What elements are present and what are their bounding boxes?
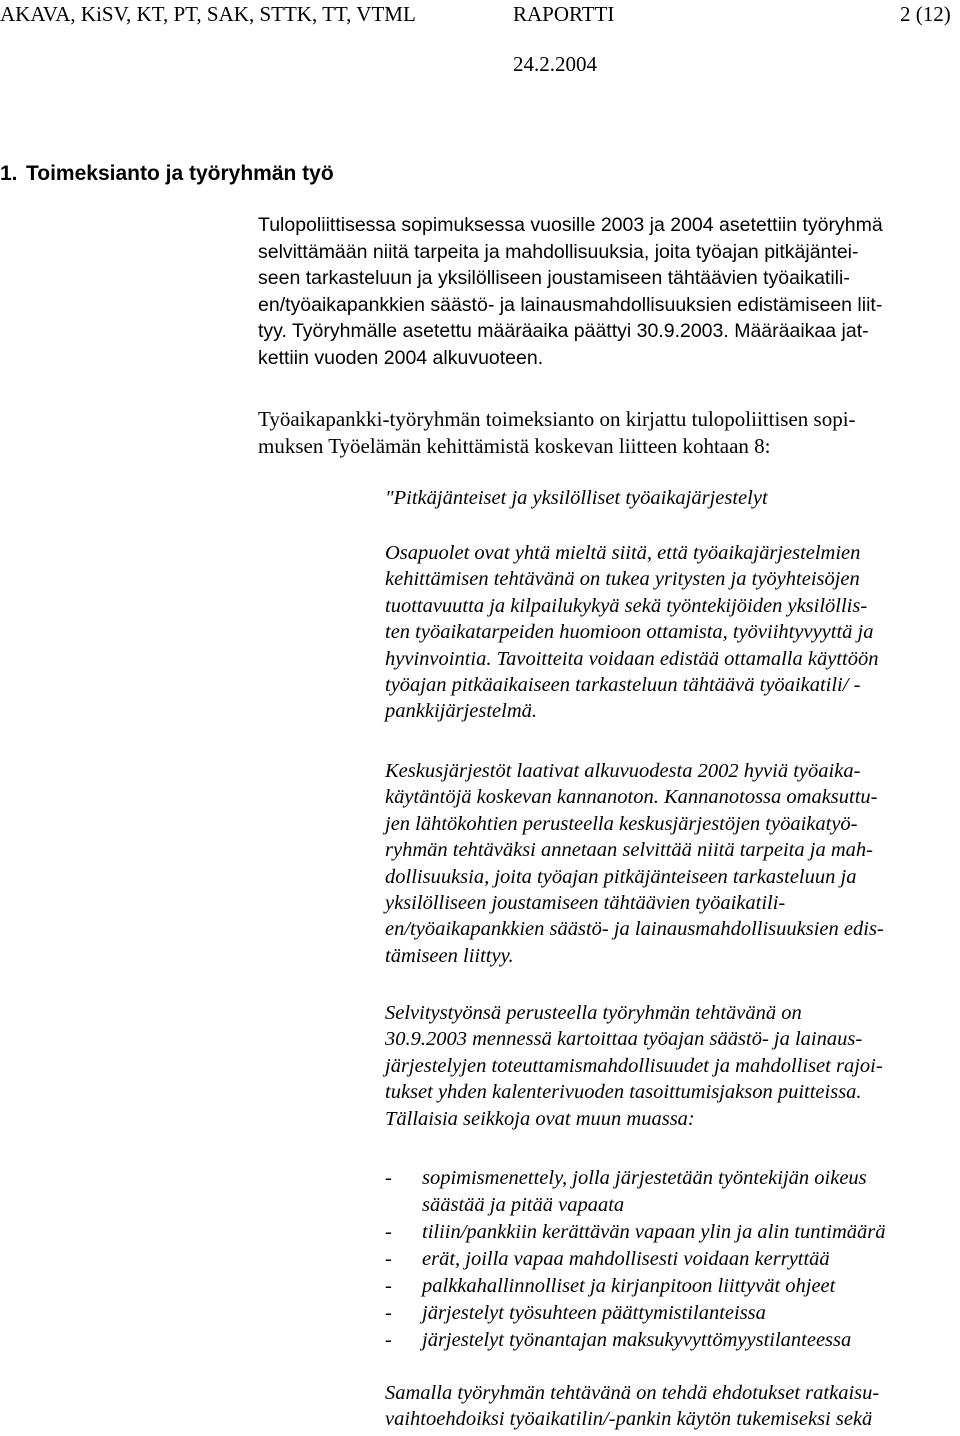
text-line: kehittämisen tehtävänä on tukea yritysten ja työyhteisöjen bbox=[385, 568, 860, 591]
list-item-text: sopimismenettely, jolla järjestetään työntekijän oikeus bbox=[422, 1167, 867, 1189]
text-line: Samalla työryhmän tehtävänä on tehdä ehdotukset ratkaisu- bbox=[385, 1382, 880, 1404]
text-line: yksilölliseen joustamiseen tähtäävien työaikatili- bbox=[385, 892, 786, 915]
section-title: Toimeksianto ja työryhmän työ bbox=[26, 162, 334, 185]
text-line: muksen Työelämän kehittämistä koskevan liitteen kohtaan 8: bbox=[258, 433, 771, 458]
text-line: ryhmän tehtäväksi annetaan selvittää niitä tarpeita ja mah- bbox=[385, 839, 873, 862]
header-date: 24.2.2004 bbox=[513, 52, 597, 76]
text-line: Työaikapankki-työryhmän toimeksianto on kirjattu tulopoliittisen sopi- bbox=[258, 407, 856, 431]
text-line: hyvinvointia. Tavoitteita voidaan edistää ottamalla käyttöön bbox=[385, 647, 879, 670]
list-item bbox=[385, 1300, 960, 1327]
text-line: Tällaisia seikkoja ovat muun muassa: bbox=[385, 1107, 695, 1130]
text-line: järjestelyjen toteuttamismahdollisuudet ja mahdolliset rajoi- bbox=[385, 1054, 883, 1077]
paragraph-2 bbox=[258, 406, 958, 459]
list-item bbox=[385, 1246, 960, 1273]
text-line: Selvitystyönsä perusteella työryhmän tehtävänä on bbox=[385, 1002, 802, 1024]
text-line: seen tarkasteluun ja yksilölliseen joustamiseen tähtäävien työaikatili- bbox=[258, 267, 850, 290]
quote-paragraph-4 bbox=[385, 1380, 960, 1433]
section-number: 1. bbox=[0, 162, 18, 185]
text-line: työajan pitkäaikaiseen tarkasteluun tähtäävä työaikatili/ - bbox=[385, 674, 861, 697]
list-item-text: tiliin/pankkiin kerättävän vapaan ylin ja alin tuntimäärä bbox=[422, 1221, 886, 1243]
header-document-type: RAPORTTI bbox=[513, 2, 615, 26]
text-line: en/työaikapankkien säästö- ja lainausmahdollisuuksien edistämiseen liit- bbox=[258, 293, 883, 316]
quote-paragraph-1 bbox=[385, 540, 960, 725]
list-item-text: palkkahallinnolliset ja kirjanpitoon liittyvät ohjeet bbox=[422, 1275, 836, 1297]
text-line: tyy. Työryhmälle asetettu määräaika päättyi 30.9.2003. Määräaikaa jat- bbox=[258, 320, 869, 343]
list-item-text: erät, joilla vapaa mahdollisesti voidaan kerryttää bbox=[422, 1248, 830, 1270]
dash-bullet: - bbox=[385, 1329, 392, 1351]
list-item-text: järjestelyt työnantajan maksukyvyttömyystilanteessa bbox=[422, 1329, 852, 1351]
header-organizations: AKAVA, KiSV, KT, PT, SAK, STTK, TT, VTML bbox=[0, 2, 416, 26]
list-item-text: säästää ja pitää vapaata bbox=[422, 1194, 625, 1216]
list-item bbox=[385, 1219, 960, 1246]
text-line: "Pitkäjänteiset ja yksilölliset työaikajärjestelyt bbox=[385, 487, 768, 509]
list-item bbox=[385, 1165, 960, 1219]
header-page-number: 2 (12) bbox=[900, 2, 951, 26]
text-line: jen lähtökohtien perusteella keskusjärjestöjen työaikatyö- bbox=[385, 812, 858, 835]
dash-bullet: - bbox=[385, 1221, 392, 1243]
list-item bbox=[385, 1327, 960, 1354]
text-line: ten työaikatarpeiden huomioon ottamista, työviihtyvyyttä ja bbox=[385, 621, 874, 644]
bullet-list bbox=[385, 1165, 960, 1354]
dash-bullet: - bbox=[385, 1302, 392, 1324]
text-line: Osapuolet ovat yhtä mieltä siitä, että työaikajärjestelmien bbox=[385, 542, 861, 564]
quote-paragraph-3 bbox=[385, 1000, 960, 1132]
text-line: käytäntöjä koskevan kannanoton. Kannanotossa omaksuttu- bbox=[385, 786, 878, 809]
text-line: en/työaikapankkien säästö- ja lainausmahdollisuuksien edis- bbox=[385, 918, 884, 941]
text-line: kettiin vuoden 2004 alkuvuoteen. bbox=[258, 346, 544, 369]
text-line: Keskusjärjestöt laativat alkuvuodesta 2002 hyviä työaika- bbox=[385, 760, 861, 782]
text-line: pankkijärjestelmä. bbox=[385, 700, 538, 723]
dash-bullet: - bbox=[385, 1275, 392, 1297]
text-line: tuottavuutta ja kilpailukykyä sekä työntekijöiden yksilöllis- bbox=[385, 594, 868, 617]
list-item-text: järjestelyt työsuhteen päättymistilanteissa bbox=[422, 1302, 766, 1324]
list-item bbox=[385, 1273, 960, 1300]
quote-paragraph-2 bbox=[385, 758, 960, 969]
text-line: selvittämään niitä tarpeita ja mahdollisuuksia, joita työajan pitkäjäntei- bbox=[258, 240, 859, 263]
text-line: dollisuuksia, joita työajan pitkäjänteiseen tarkasteluun ja bbox=[385, 865, 857, 888]
dash-bullet: - bbox=[385, 1248, 392, 1270]
page-header bbox=[0, 0, 960, 28]
text-line: vaihtoehdoiksi työaikatilin/-pankin käytön tukemiseksi sekä bbox=[385, 1408, 873, 1431]
quote-title bbox=[385, 485, 960, 511]
dash-bullet: - bbox=[385, 1167, 392, 1189]
paragraph-1 bbox=[258, 212, 958, 372]
text-line: tämiseen liittyy. bbox=[385, 944, 514, 967]
text-line: 30.9.2003 mennessä kartoittaa työajan säästö- ja lainaus- bbox=[385, 1028, 863, 1051]
text-line: Tulopoliittisessa sopimuksessa vuosille 2003 ja 2004 asetettiin työryhmä bbox=[258, 214, 883, 236]
text-line: tukset yhden kalenterivuoden tasoittumisjakson puitteissa. bbox=[385, 1081, 862, 1104]
